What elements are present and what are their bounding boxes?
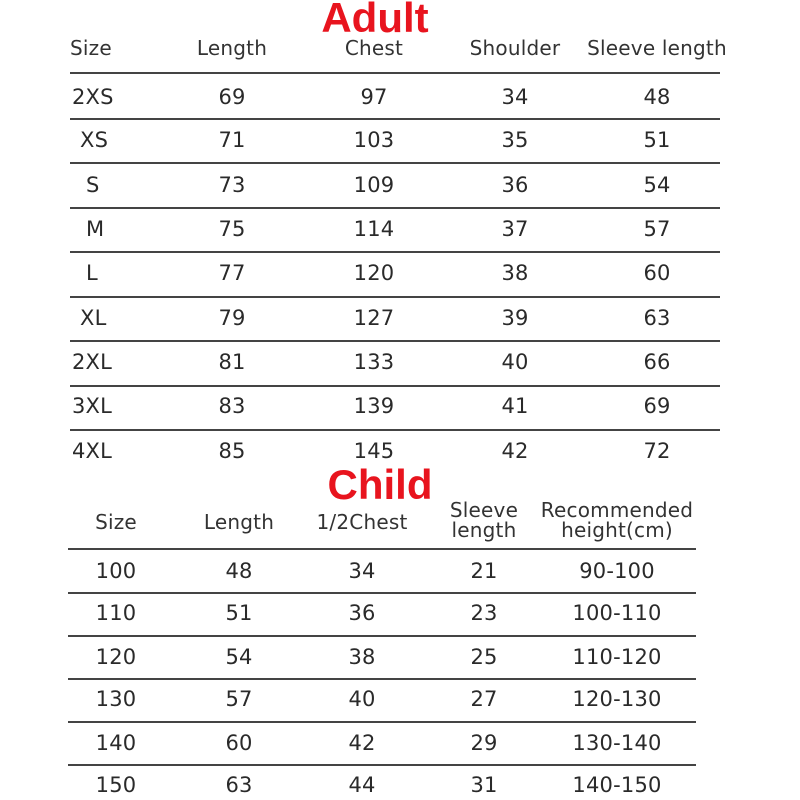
child-row-divider xyxy=(68,592,696,594)
child-cell: 54 xyxy=(225,645,253,669)
adult-cell: XS xyxy=(80,128,109,152)
adult-cell: 66 xyxy=(643,350,671,374)
adult-cell: 69 xyxy=(218,85,246,109)
adult-cell: 63 xyxy=(643,306,671,330)
child-cell: 100-110 xyxy=(572,601,662,625)
child-row-divider xyxy=(68,635,696,637)
adult-row-divider xyxy=(70,296,720,298)
adult-cell: 51 xyxy=(643,128,671,152)
child-row-divider xyxy=(68,548,696,550)
child-cell: 120 xyxy=(95,645,137,669)
child-cell: 90-100 xyxy=(579,559,655,583)
adult-cell: 3XL xyxy=(72,394,113,418)
header-size: Size xyxy=(70,36,112,60)
adult-cell: 40 xyxy=(501,350,529,374)
adult-cell: 73 xyxy=(218,173,246,197)
adult-cell: 36 xyxy=(501,173,529,197)
child-cell: 100 xyxy=(95,559,137,583)
adult-cell: 57 xyxy=(643,217,671,241)
child-cell: 140 xyxy=(95,731,137,755)
adult-cell: 71 xyxy=(218,128,246,152)
header-size: Size xyxy=(95,510,137,534)
child-cell: 40 xyxy=(348,687,376,711)
child-cell: 140-150 xyxy=(572,773,662,797)
child-cell: 31 xyxy=(470,773,498,797)
adult-row-divider xyxy=(70,118,720,120)
adult-title: Adult xyxy=(321,0,429,41)
adult-cell: 2XS xyxy=(72,85,114,109)
adult-cell: 35 xyxy=(501,128,529,152)
adult-cell: 127 xyxy=(353,306,395,330)
child-cell: 130 xyxy=(95,687,137,711)
adult-row-divider xyxy=(70,385,720,387)
adult-cell: 75 xyxy=(218,217,246,241)
adult-cell: 60 xyxy=(643,261,671,285)
header-length: Length xyxy=(196,36,268,60)
adult-cell: M xyxy=(86,217,105,241)
adult-cell: 83 xyxy=(218,394,246,418)
adult-cell: S xyxy=(86,173,100,197)
header-chest: Chest xyxy=(344,36,404,60)
child-cell: 25 xyxy=(470,645,498,669)
adult-cell: 42 xyxy=(501,439,529,463)
child-cell: 42 xyxy=(348,731,376,755)
child-cell: 44 xyxy=(348,773,376,797)
child-row-divider xyxy=(68,721,696,723)
header-recommended-height: Recommended height(cm) xyxy=(540,498,694,542)
child-cell: 38 xyxy=(348,645,376,669)
adult-cell: 77 xyxy=(218,261,246,285)
adult-cell: L xyxy=(86,261,98,285)
adult-cell: XL xyxy=(80,306,107,330)
header-shoulder: Shoulder xyxy=(469,36,561,60)
adult-row-divider xyxy=(70,162,720,164)
child-row-divider xyxy=(68,764,696,766)
adult-row-divider xyxy=(70,72,720,74)
adult-row-divider xyxy=(70,251,720,253)
child-cell: 130-140 xyxy=(572,731,662,755)
child-cell: 48 xyxy=(225,559,253,583)
adult-cell: 37 xyxy=(501,217,529,241)
child-cell: 63 xyxy=(225,773,253,797)
adult-cell: 133 xyxy=(353,350,395,374)
child-row-divider xyxy=(68,678,696,680)
header-half-chest: 1/2Chest xyxy=(316,510,408,534)
child-cell: 34 xyxy=(348,559,376,583)
adult-cell: 114 xyxy=(353,217,395,241)
child-cell: 36 xyxy=(348,601,376,625)
child-cell: 60 xyxy=(225,731,253,755)
header-sleeve-length: Sleeve length xyxy=(587,36,727,60)
child-cell: 29 xyxy=(470,731,498,755)
child-cell: 27 xyxy=(470,687,498,711)
adult-cell: 79 xyxy=(218,306,246,330)
adult-row-divider xyxy=(70,340,720,342)
adult-cell: 4XL xyxy=(72,439,113,463)
adult-cell: 72 xyxy=(643,439,671,463)
adult-cell: 145 xyxy=(353,439,395,463)
child-cell: 110-120 xyxy=(572,645,662,669)
adult-cell: 81 xyxy=(218,350,246,374)
child-cell: 51 xyxy=(225,601,253,625)
adult-cell: 2XL xyxy=(72,350,113,374)
adult-cell: 69 xyxy=(643,394,671,418)
child-cell: 150 xyxy=(95,773,137,797)
adult-cell: 109 xyxy=(353,173,395,197)
adult-cell: 120 xyxy=(353,261,395,285)
adult-cell: 34 xyxy=(501,85,529,109)
adult-row-divider xyxy=(70,207,720,209)
adult-cell: 48 xyxy=(643,85,671,109)
header-length: Length xyxy=(203,510,275,534)
child-cell: 57 xyxy=(225,687,253,711)
child-cell: 21 xyxy=(470,559,498,583)
adult-cell: 54 xyxy=(643,173,671,197)
adult-cell: 41 xyxy=(501,394,529,418)
adult-cell: 103 xyxy=(353,128,395,152)
adult-cell: 139 xyxy=(353,394,395,418)
header-sleeve-length: Sleeve length xyxy=(449,498,519,542)
adult-row-divider xyxy=(70,429,720,431)
adult-cell: 38 xyxy=(501,261,529,285)
child-cell: 23 xyxy=(470,601,498,625)
adult-cell: 97 xyxy=(360,85,388,109)
child-cell: 120-130 xyxy=(572,687,662,711)
child-cell: 110 xyxy=(95,601,137,625)
child-title: Child xyxy=(327,461,433,508)
adult-cell: 85 xyxy=(218,439,246,463)
adult-cell: 39 xyxy=(501,306,529,330)
